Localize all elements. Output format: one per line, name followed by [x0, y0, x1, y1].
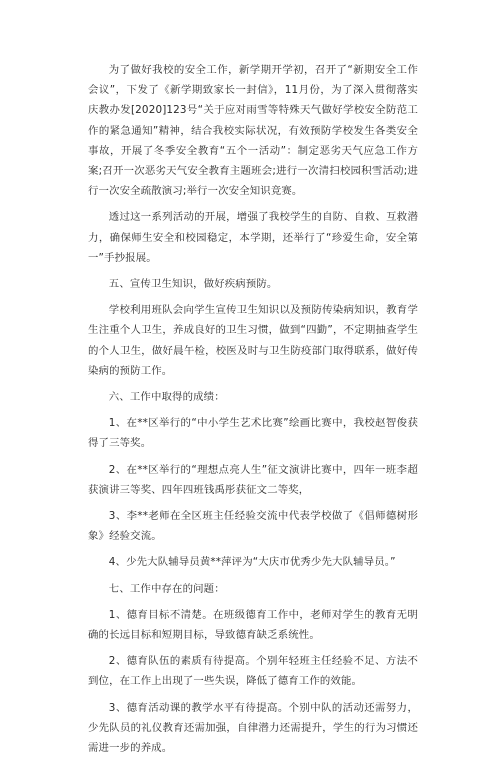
paragraph-safety-work: 为了做好我校的安全工作，新学期开学初，召开了“新期安全工作会议”，下发了《新学期致家长一封信》，11月份，为了深入贯彻落实庆教办发[2020]123号“关于应对雨雪等特殊天气做好学校安全防范工作的紧急通知”精神，结合我校实际状况，有效预防学校发生各类安全事故，开展了冬季安全教育“五个一活动”：制定恶劣天气应急工作方案;召开一次恶劣天气安全教育主题班会;进行一次清扫校园积雪活动;进行一次安全疏散演习;举行一次安全知识竞赛。 — [88, 64, 418, 198]
section-heading-achievements: 六、工作中取得的成绩： — [108, 391, 225, 404]
problem-item-3: 3、德育活动课的教学水平有待提高。个别中队的活动还需努力，少先队员的礼仪教育还需加强，自律潜力还需提升，学生的行为习惯还需进一步的养成。 — [88, 701, 418, 755]
problem-item-1: 1、德育目标不清楚。在班级德育工作中，老师对学生的教育无明确的长远目标和短期目标，导致德育缺乏系统性。 — [88, 608, 418, 642]
achievement-item-3: 3、李**老师在全区班主任经验交流中代表学校做了《倡师德树形象》经验交流。 — [88, 510, 418, 543]
paragraph-activities-result: 透过这一系列活动的开展，增强了我校学生的自防、自救、互救潜力，确保师生安全和校园稳定，本学期，还举行了“珍爱生命，安全第一”手抄报展。 — [88, 211, 418, 264]
problem-item-2: 2、德育队伍的素质有待提高。个别年轻班主任经验不足、方法不到位，在工作上出现了一些失误，降低了德育工作的效能。 — [88, 655, 418, 688]
achievement-item-4: 4、少先大队辅导员黄**萍评为“大庆市优秀少先大队辅导员。” — [108, 556, 396, 569]
paragraph-hygiene: 学校利用班队会向学生宣传卫生知识以及预防传染病知识，教育学生注重个人卫生，养成良好的卫生习惯，做到“四勤”，不定期抽查学生的个人卫生，做好晨午检，校医及时与卫生防疫部门取得联系，做好传染病的预防工作。 — [88, 304, 418, 377]
achievement-item-1: 1、在**区举行的“中小学生艺术比赛”绘画比赛中，我校赵智俊获得了三等奖。 — [88, 417, 418, 450]
achievement-item-2: 2、在**区举行的“理想点亮人生”征文演讲比赛中，四年一班李超获演讲三等奖、四年四班钱禹彤获征文二等奖， — [88, 463, 418, 496]
section-heading-problems: 七、工作中存在的问题： — [108, 582, 225, 595]
section-heading-hygiene: 五、宣传卫生知识，做好疾病预防。 — [108, 278, 278, 291]
